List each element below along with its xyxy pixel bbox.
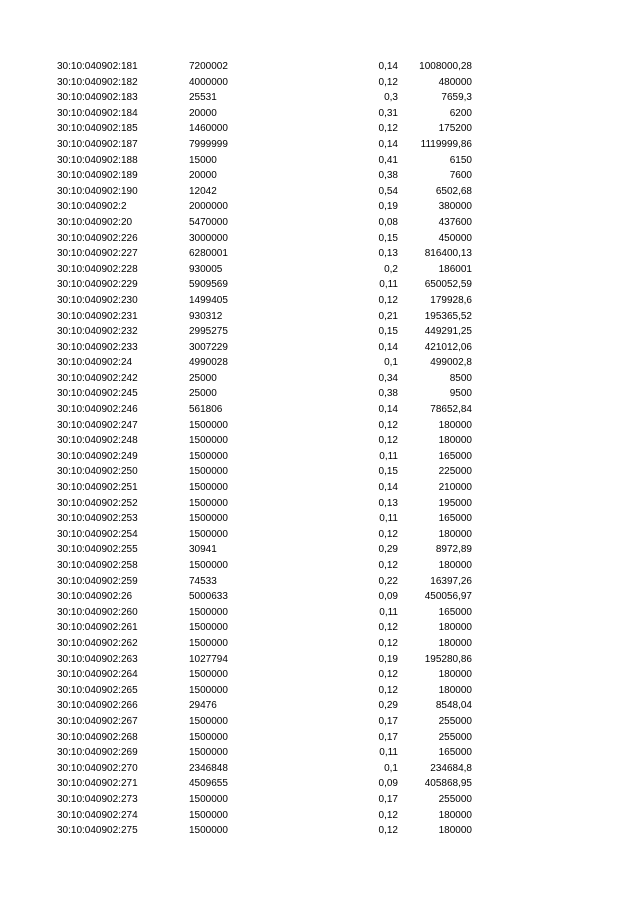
rate-cell: 0,13 — [378, 248, 398, 260]
value-cell: 1500000 — [189, 715, 228, 727]
value-cell: 30941 — [189, 544, 217, 556]
rate-cell: 0,17 — [378, 731, 398, 743]
table-row — [0, 808, 640, 824]
rate-cell: 0,31 — [378, 107, 398, 119]
cadastral-number-cell: 30:10:040902:24 — [57, 357, 133, 369]
cadastral-number-cell: 30:10:040902:268 — [57, 731, 138, 743]
value-cell: 1500000 — [189, 793, 228, 805]
amount-cell: 175200 — [438, 123, 472, 135]
value-cell: 1500000 — [189, 435, 228, 447]
cadastral-number-cell: 30:10:040902:267 — [57, 715, 138, 727]
value-cell: 1500000 — [189, 482, 228, 494]
amount-cell: 195365,52 — [424, 310, 472, 322]
table-row — [0, 527, 640, 543]
amount-cell: 180000 — [438, 669, 472, 681]
cadastral-number-cell: 30:10:040902:253 — [57, 513, 138, 525]
table-row — [0, 246, 640, 262]
cadastral-number-cell: 30:10:040902:273 — [57, 793, 138, 805]
amount-cell: 165000 — [438, 747, 472, 759]
value-cell: 25000 — [189, 388, 217, 400]
cadastral-number-cell: 30:10:040902:258 — [57, 560, 138, 571]
rate-cell: 0,09 — [378, 778, 398, 790]
table-row — [0, 324, 640, 340]
table-row — [0, 464, 640, 480]
value-cell: 3000000 — [189, 232, 228, 244]
table-row — [0, 667, 640, 683]
cadastral-number-cell: 30:10:040902:269 — [57, 747, 138, 759]
value-cell: 20000 — [189, 170, 217, 182]
amount-cell: 165000 — [438, 606, 472, 618]
value-cell: 1500000 — [189, 809, 228, 821]
value-cell: 1500000 — [189, 669, 228, 681]
cadastral-number-cell: 30:10:040902:26 — [57, 591, 133, 603]
rate-cell: 0,34 — [378, 372, 398, 384]
cadastral-number-cell: 30:10:040902:261 — [57, 622, 138, 634]
value-cell: 1027794 — [189, 653, 228, 665]
cadastral-number-cell: 30:10:040902:259 — [57, 575, 138, 587]
rate-cell: 0,11 — [379, 279, 398, 291]
table-row — [0, 605, 640, 621]
table-row — [0, 823, 640, 839]
table-row — [0, 542, 640, 558]
rate-cell: 0,11 — [379, 513, 398, 525]
table-row — [0, 262, 640, 278]
amount-cell: 195000 — [438, 497, 472, 509]
amount-cell: 186001 — [438, 263, 472, 275]
cadastral-number-cell: 30:10:040902:264 — [57, 669, 138, 681]
table-row — [0, 137, 640, 153]
table-row — [0, 199, 640, 215]
rate-cell: 0,12 — [378, 528, 398, 540]
cadastral-number-cell: 30:10:040902:274 — [57, 809, 138, 821]
table-row — [0, 652, 640, 668]
cadastral-number-cell: 30:10:040902:247 — [57, 419, 138, 431]
cadastral-number-cell: 30:10:040902:270 — [57, 762, 138, 774]
cadastral-number-cell: 30:10:040902:248 — [57, 435, 138, 447]
cadastral-number-cell: 30:10:040902:266 — [57, 700, 138, 712]
rate-cell: 0,3 — [384, 92, 398, 104]
cadastral-number-cell: 30:10:040902:252 — [57, 497, 138, 509]
value-cell: 3007229 — [189, 341, 228, 353]
rate-cell: 0,41 — [378, 154, 398, 166]
amount-cell: 450056,97 — [424, 591, 472, 603]
table-row — [0, 215, 640, 231]
cadastral-number-cell: 30:10:040902:190 — [57, 185, 138, 197]
rate-cell: 0,11 — [379, 747, 398, 759]
amount-cell: 180000 — [438, 809, 472, 821]
cadastral-number-cell: 30:10:040902:233 — [57, 341, 138, 353]
value-cell: 15000 — [189, 154, 217, 166]
cadastral-number-cell: 30:10:040902:181 — [57, 61, 138, 72]
value-cell: 29476 — [189, 700, 217, 712]
cadastral-number-cell: 30:10:040902:265 — [57, 684, 138, 696]
table-row — [0, 511, 640, 527]
rate-cell: 0,29 — [378, 700, 398, 712]
table-row — [0, 168, 640, 184]
amount-cell: 165000 — [438, 450, 472, 462]
rate-cell: 0,17 — [378, 715, 398, 727]
value-cell: 930312 — [189, 310, 223, 322]
rate-cell: 0,54 — [378, 185, 398, 197]
rate-cell: 0,08 — [378, 216, 398, 228]
value-cell: 1500000 — [189, 450, 228, 462]
value-cell: 1500000 — [189, 497, 228, 509]
table-row — [0, 792, 640, 808]
table-row — [0, 309, 640, 325]
value-cell: 5000633 — [189, 591, 228, 603]
rate-cell: 0,09 — [378, 591, 398, 603]
amount-cell: 650052,59 — [424, 279, 472, 291]
amount-cell: 449291,25 — [424, 326, 472, 338]
rate-cell: 0,15 — [378, 466, 398, 478]
value-cell: 6280001 — [189, 248, 228, 260]
value-cell: 74533 — [189, 575, 217, 587]
amount-cell: 9500 — [449, 388, 472, 400]
value-cell: 4990028 — [189, 357, 228, 369]
amount-cell: 8548,04 — [435, 700, 472, 712]
amount-cell: 7600 — [449, 170, 472, 182]
amount-cell: 180000 — [438, 560, 472, 571]
table-row — [0, 636, 640, 652]
rate-cell: 0,22 — [378, 575, 398, 587]
value-cell: 1500000 — [189, 747, 228, 759]
cadastral-number-cell: 30:10:040902:227 — [57, 248, 138, 260]
cadastral-number-cell: 30:10:040902:184 — [57, 107, 138, 119]
value-cell: 1500000 — [189, 528, 228, 540]
rate-cell: 0,14 — [378, 341, 398, 353]
rate-cell: 0,12 — [378, 684, 398, 696]
rate-cell: 0,38 — [378, 170, 398, 182]
value-cell: 5470000 — [189, 216, 228, 228]
table-row — [0, 714, 640, 730]
amount-cell: 225000 — [438, 466, 472, 478]
table-row — [0, 90, 640, 106]
table-row — [0, 121, 640, 137]
table-row — [0, 340, 640, 356]
rate-cell: 0,12 — [378, 419, 398, 431]
amount-cell: 7659,3 — [441, 92, 472, 104]
amount-cell: 180000 — [438, 684, 472, 696]
rate-cell: 0,14 — [378, 138, 398, 150]
cadastral-number-cell: 30:10:040902:242 — [57, 372, 138, 384]
amount-cell: 210000 — [438, 482, 472, 494]
cadastral-number-cell: 30:10:040902:20 — [57, 216, 133, 228]
value-cell: 1500000 — [189, 606, 228, 618]
rate-cell: 0,19 — [378, 653, 398, 665]
value-cell: 2346848 — [189, 762, 228, 774]
value-cell: 12042 — [189, 185, 217, 197]
rate-cell: 0,11 — [379, 606, 398, 618]
value-cell: 1500000 — [189, 684, 228, 696]
table-row — [0, 620, 640, 636]
table-row — [0, 277, 640, 293]
cadastral-number-cell: 30:10:040902:182 — [57, 76, 138, 88]
amount-cell: 8972,89 — [435, 544, 472, 556]
amount-cell: 255000 — [438, 715, 472, 727]
table-row — [0, 153, 640, 169]
cadastral-number-cell: 30:10:040902:262 — [57, 637, 138, 649]
cadastral-number-cell: 30:10:040902:183 — [57, 92, 138, 104]
value-cell: 2000000 — [189, 201, 228, 213]
amount-cell: 499002,8 — [430, 357, 472, 369]
amount-cell: 180000 — [438, 435, 472, 447]
amount-cell: 234684,8 — [430, 762, 472, 774]
value-cell: 7200002 — [189, 61, 228, 72]
amount-cell: 255000 — [438, 793, 472, 805]
value-cell: 1500000 — [189, 825, 228, 837]
rate-cell: 0,11 — [379, 450, 398, 462]
amount-cell: 405868,95 — [424, 778, 472, 790]
rate-cell: 0,15 — [378, 326, 398, 338]
cadastral-number-cell: 30:10:040902:263 — [57, 653, 138, 665]
rate-cell: 0,13 — [378, 497, 398, 509]
rate-cell: 0,12 — [378, 294, 398, 306]
table-row — [0, 184, 640, 200]
cadastral-number-cell: 30:10:040902:232 — [57, 326, 138, 338]
amount-cell: 816400,13 — [424, 248, 472, 260]
cadastral-number-cell: 30:10:040902:275 — [57, 825, 138, 837]
value-cell: 25000 — [189, 372, 217, 384]
rate-cell: 0,1 — [384, 762, 398, 774]
amount-cell: 180000 — [438, 419, 472, 431]
table-row — [0, 449, 640, 465]
cadastral-number-cell: 30:10:040902:189 — [57, 170, 138, 182]
rate-cell: 0,15 — [378, 232, 398, 244]
amount-cell: 180000 — [438, 622, 472, 634]
rate-cell: 0,12 — [378, 435, 398, 447]
table-row — [0, 745, 640, 761]
rate-cell: 0,14 — [378, 61, 398, 72]
cadastral-number-cell: 30:10:040902:254 — [57, 528, 138, 540]
amount-cell: 255000 — [438, 731, 472, 743]
rate-cell: 0,19 — [378, 201, 398, 213]
data-table — [0, 59, 640, 839]
rate-cell: 0,12 — [378, 825, 398, 837]
rate-cell: 0,1 — [384, 357, 398, 369]
table-row — [0, 59, 640, 75]
rate-cell: 0,12 — [378, 669, 398, 681]
table-row — [0, 418, 640, 434]
table-row — [0, 589, 640, 605]
rate-cell: 0,12 — [378, 560, 398, 571]
amount-cell: 16397,26 — [430, 575, 472, 587]
rate-cell: 0,2 — [384, 263, 398, 275]
value-cell: 1500000 — [189, 466, 228, 478]
amount-cell: 480000 — [438, 76, 472, 88]
amount-cell: 1008000,28 — [419, 61, 472, 72]
table-row — [0, 574, 640, 590]
value-cell: 1500000 — [189, 560, 228, 571]
amount-cell: 6502,68 — [435, 185, 472, 197]
table-row — [0, 402, 640, 418]
amount-cell: 8500 — [449, 372, 472, 384]
amount-cell: 180000 — [438, 637, 472, 649]
cadastral-number-cell: 30:10:040902:228 — [57, 263, 138, 275]
table-row — [0, 480, 640, 496]
amount-cell: 6150 — [449, 154, 472, 166]
table-row — [0, 496, 640, 512]
cadastral-number-cell: 30:10:040902:188 — [57, 154, 138, 166]
rate-cell: 0,17 — [378, 793, 398, 805]
value-cell: 1500000 — [189, 731, 228, 743]
cadastral-number-cell: 30:10:040902:230 — [57, 294, 138, 306]
value-cell: 5909569 — [189, 279, 228, 291]
cadastral-number-cell: 30:10:040902:250 — [57, 466, 138, 478]
rate-cell: 0,12 — [378, 637, 398, 649]
table-row — [0, 730, 640, 746]
rate-cell: 0,12 — [378, 123, 398, 135]
amount-cell: 450000 — [438, 232, 472, 244]
amount-cell: 78652,84 — [430, 404, 472, 416]
table-row — [0, 761, 640, 777]
cadastral-number-cell: 30:10:040902:187 — [57, 138, 138, 150]
value-cell: 4509655 — [189, 778, 228, 790]
value-cell: 20000 — [189, 107, 217, 119]
rate-cell: 0,12 — [378, 809, 398, 821]
rate-cell: 0,14 — [378, 404, 398, 416]
value-cell: 1500000 — [189, 419, 228, 431]
value-cell: 1499405 — [189, 294, 228, 306]
table-row — [0, 371, 640, 387]
table-row — [0, 433, 640, 449]
cadastral-number-cell: 30:10:040902:246 — [57, 404, 138, 416]
table-row — [0, 231, 640, 247]
amount-cell: 179928,6 — [430, 294, 472, 306]
table-row — [0, 698, 640, 714]
amount-cell: 421012,06 — [424, 341, 472, 353]
value-cell: 1500000 — [189, 622, 228, 634]
cadastral-number-cell: 30:10:040902:2 — [57, 201, 127, 213]
value-cell: 1500000 — [189, 513, 228, 525]
cadastral-number-cell: 30:10:040902:249 — [57, 450, 138, 462]
amount-cell: 437600 — [438, 216, 472, 228]
value-cell: 7999999 — [189, 138, 228, 150]
cadastral-number-cell: 30:10:040902:245 — [57, 388, 138, 400]
amount-cell: 1119999,86 — [420, 138, 472, 150]
rate-cell: 0,14 — [378, 482, 398, 494]
value-cell: 4000000 — [189, 76, 228, 88]
table-row — [0, 558, 640, 574]
rate-cell: 0,21 — [378, 310, 398, 322]
value-cell: 1500000 — [189, 637, 228, 649]
amount-cell: 195280,86 — [424, 653, 472, 665]
table-row — [0, 355, 640, 371]
table-row — [0, 683, 640, 699]
cadastral-number-cell: 30:10:040902:251 — [57, 482, 138, 494]
table-row — [0, 386, 640, 402]
rate-cell: 0,29 — [378, 544, 398, 556]
rate-cell: 0,12 — [378, 622, 398, 634]
cadastral-number-cell: 30:10:040902:231 — [57, 310, 138, 322]
value-cell: 930005 — [189, 263, 223, 275]
amount-cell: 180000 — [438, 825, 472, 837]
cadastral-number-cell: 30:10:040902:255 — [57, 544, 138, 556]
cadastral-number-cell: 30:10:040902:271 — [57, 778, 138, 790]
amount-cell: 6200 — [449, 107, 472, 119]
rate-cell: 0,12 — [378, 76, 398, 88]
table-row — [0, 776, 640, 792]
value-cell: 561806 — [189, 404, 223, 416]
value-cell: 25531 — [189, 92, 217, 104]
cadastral-number-cell: 30:10:040902:260 — [57, 606, 138, 618]
cadastral-number-cell: 30:10:040902:229 — [57, 279, 138, 291]
table-row — [0, 75, 640, 91]
rate-cell: 0,38 — [378, 388, 398, 400]
cadastral-number-cell: 30:10:040902:226 — [57, 232, 138, 244]
table-row — [0, 293, 640, 309]
table-row — [0, 106, 640, 122]
cadastral-number-cell: 30:10:040902:185 — [57, 123, 138, 135]
amount-cell: 380000 — [438, 201, 472, 213]
value-cell: 1460000 — [189, 123, 228, 135]
amount-cell: 180000 — [438, 528, 472, 540]
value-cell: 2995275 — [189, 326, 228, 338]
amount-cell: 165000 — [438, 513, 472, 525]
